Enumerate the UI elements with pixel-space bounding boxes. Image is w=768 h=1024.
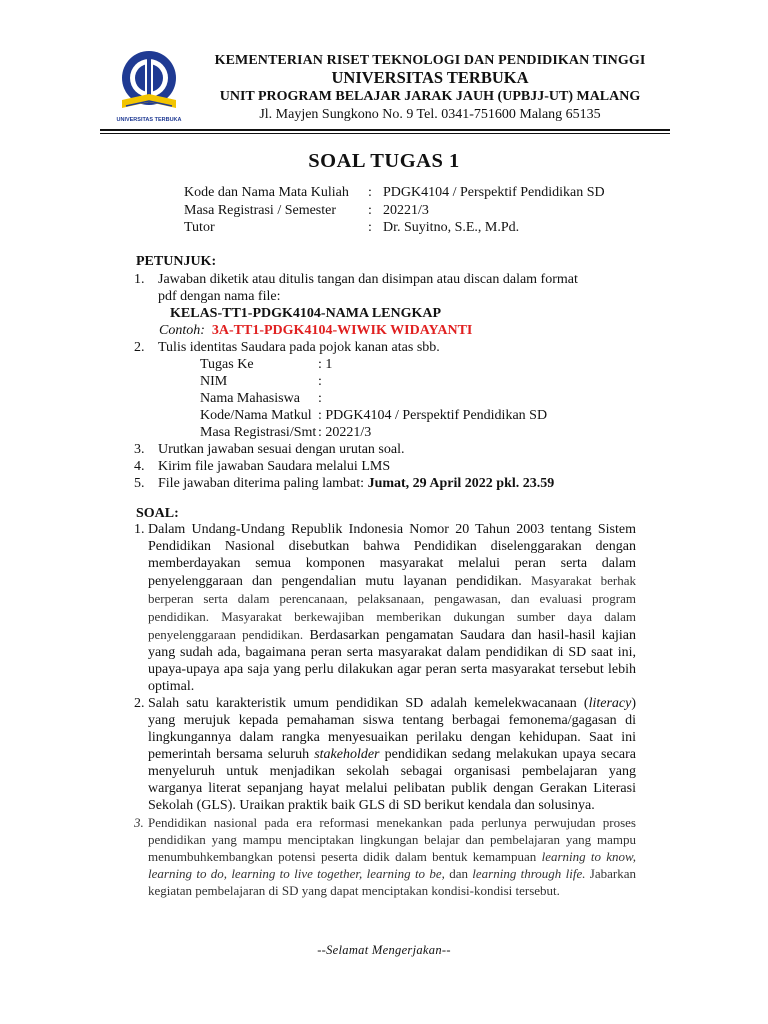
item-text: Jawaban diketik atau ditulis tangan dan disimpan atau discan dalam format pdf dengan nama file:: [158, 272, 578, 304]
identity-value: : 1: [318, 357, 333, 372]
list-item: [116, 441, 586, 458]
question-text: Salah satu karakteristik umum pendidikan SD adalah kemelekwacanaan (: [148, 696, 589, 711]
identity-value: :: [318, 391, 322, 406]
instructions-list: [116, 271, 586, 492]
item-number: 3.: [134, 442, 145, 457]
unit-name: UNIT PROGRAM BELAJAR JARAK JAUH (UPBJJ-UT) MALANG: [219, 89, 641, 104]
identity-key: NIM: [200, 374, 228, 389]
item-text: Urutkan jawaban sesuai dengan urutan soal.: [158, 442, 405, 457]
ministry-name: KEMENTERIAN RISET TEKNOLOGI DAN PENDIDIKAN TINGGI: [214, 53, 646, 68]
university-logo: [112, 48, 186, 126]
filename-format: KELAS-TT1-PDGK4104-NAMA LENGKAP: [170, 306, 442, 321]
identity-row: [200, 407, 586, 424]
item-number: 5.: [134, 476, 145, 491]
info-key: Kode dan Nama Mata Kuliah: [184, 185, 349, 200]
identity-key: Tugas Ke: [200, 357, 254, 372]
question-italic: stakeholder: [314, 747, 380, 762]
identity-row: [200, 356, 586, 373]
questions-heading: SOAL:: [136, 506, 179, 521]
filename-example: [116, 322, 586, 339]
question-text: Berdasarkan pengamatan Saudara dan hasil-hasil kajian yang sudah ada, bagaimana peran serta masyarakat dalam pendidikan di SD saat ini, upaya-upaya apa saja yang perlu dilakukan agar peran serta masyarakat tersebut lebih optimal.: [148, 628, 636, 694]
question-text: Pendidikan nasional pada era reformasi menekankan pada perlunya perwujudan proses pendidikan yang mampu menciptakan lingkungan belajar dan pembelajaran yang mampu menumbuhkembangkan potensi peserta didik dalam bentuk kemampuan: [148, 815, 636, 864]
question-italic: learning through life.: [472, 866, 586, 881]
item-text: Kirim file jawaban Saudara melalui LMS: [158, 459, 391, 474]
identity-value: :: [318, 374, 322, 389]
question-text: Dalam Undang-Undang Republik Indonesia Nomor 20 Tahun 2003 tentang Sistem Pendidikan Nasional disebutkan bahwa Pendidikan diselenggarakan dengan memberdayakan semua komponen masyarakat melalui peran serta dalam penyelenggaraan dan pengendalian mutu layanan pendidikan.: [148, 522, 636, 589]
question-text: ) yang merujuk kepada pemahaman siswa tentang berbagai femonema/gagasan di lingkungannya dalam rangka menyesuaikan perilaku dengan kehidupan.: [148, 696, 636, 745]
identity-row: [200, 424, 586, 441]
question-number: 1.: [134, 522, 145, 537]
identity-key: Masa Registrasi/Smt: [200, 425, 317, 440]
item-text: Tulis identitas Saudara pada pojok kanan atas sbb.: [158, 340, 440, 355]
item-text: File jawaban diterima paling lambat:: [158, 476, 365, 491]
info-value: PDGK4104 / Perspektif Pendidikan SD: [383, 185, 605, 200]
question-text: Jabarkan kegiatan pembelajaran di SD yang dapat menciptakan kondisi-kondisi tersebut.: [148, 866, 636, 898]
deadline: Jumat, 29 April 2022 pkl. 23.59: [367, 476, 555, 491]
question-number: 3.: [134, 815, 144, 830]
closing-greeting: --Selamat Mengerjakan--: [317, 943, 451, 957]
info-key: Masa Registrasi / Semester: [184, 202, 337, 218]
identity-row: [200, 390, 586, 407]
document-title: SOAL TUGAS 1: [308, 150, 460, 172]
identity-value: : PDGK4104 / Perspektif Pendidikan SD: [318, 408, 548, 423]
list-item: [116, 458, 586, 475]
header-rule-thin: [100, 133, 670, 134]
question-item: [116, 695, 636, 814]
info-row: [184, 184, 605, 202]
logo-caption: UNIVERSITAS TERBUKA: [116, 117, 182, 123]
info-colon: :: [368, 220, 372, 235]
question-text: dan: [444, 866, 473, 881]
question-text: Masyarakat berhak berperan serta dalam perencanaan, pelaksanaan, pengawasan, dan evaluasi program pendidikan. Masyarakat berkewajiban memberikan dukungan sumber daya dalam penyelenggaraan pendidikan.: [148, 573, 636, 642]
question-italic: literacy: [588, 696, 632, 711]
question-italic: learning to know, learning to do, learning to live together, learning to be,: [148, 849, 637, 881]
example-label: Contoh:: [159, 323, 205, 338]
info-row: [184, 219, 605, 237]
item-number: 4.: [134, 459, 145, 474]
identity-key: Kode/Nama Matkul: [200, 408, 312, 423]
info-key: Tutor: [184, 220, 215, 235]
header-rule-thick: [100, 129, 670, 131]
question-text: pendidikan sedang melakukan upaya secara menyeluruh untuk menjadikan sekolah sebagai organisasi pembelajaran yang warganya literat sepanjang hayat melalui pelibatan publik dengan Gerakan Literasi Sekolah (GLS). Uraikan praktik baik GLS di SD berikut kendala dan solusinya.: [148, 747, 636, 813]
list-item: [116, 475, 586, 492]
list-item: [116, 339, 586, 356]
question-item: [116, 521, 636, 695]
university-name: UNIVERSITAS TERBUKA: [331, 68, 529, 87]
letterhead: [190, 52, 670, 123]
course-info: [184, 184, 605, 237]
question-item: [116, 814, 636, 899]
identity-fields: [116, 356, 586, 441]
item-number: 2.: [134, 340, 145, 355]
example-value: 3A-TT1-PDGK4104-WIWIK WIDAYANTI: [211, 323, 473, 338]
question-number: 2.: [134, 696, 145, 711]
questions-list: [116, 521, 636, 899]
question-text: Saat ini pemerintah bersama seluruh: [148, 730, 637, 762]
info-colon: :: [368, 185, 372, 200]
identity-key: Nama Mahasiswa: [200, 391, 300, 406]
info-value: Dr. Suyitno, S.E., M.Pd.: [383, 220, 520, 235]
list-item: [116, 271, 586, 305]
address: Jl. Mayjen Sungkono No. 9 Tel. 0341-751600 Malang 65135: [259, 107, 601, 122]
info-value: 20221/3: [383, 202, 429, 218]
identity-value: : 20221/3: [318, 425, 372, 440]
info-colon: :: [368, 202, 372, 218]
identity-row: [200, 373, 586, 390]
item-number: 1.: [134, 272, 145, 287]
instructions-heading: PETUNJUK:: [136, 254, 217, 269]
info-row: [184, 202, 605, 220]
